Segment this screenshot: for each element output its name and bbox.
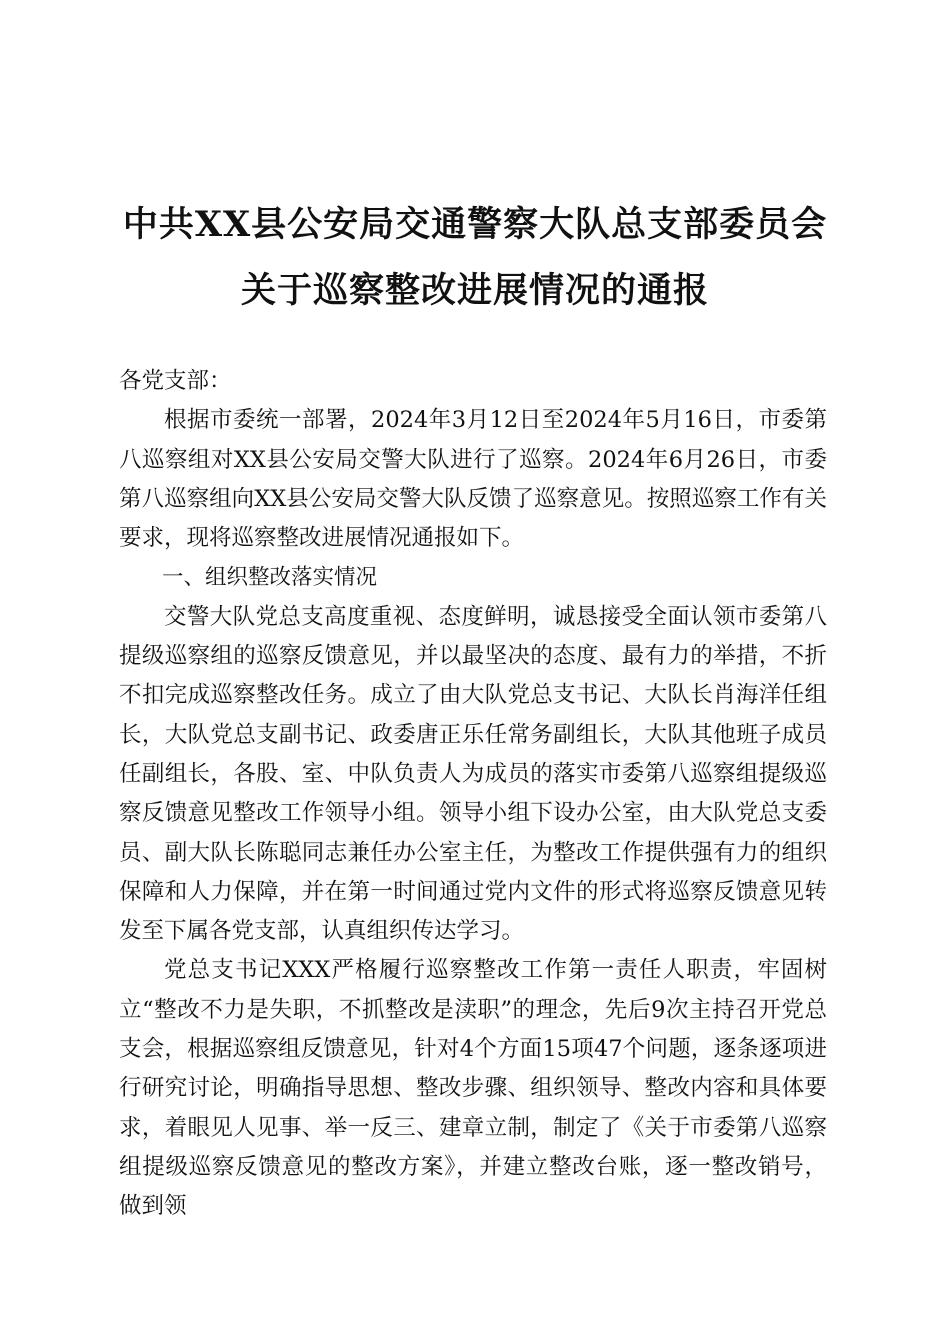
section-heading-1: 一、组织整改落实情况 (162, 565, 378, 591)
paragraph-2: 交警大队党总支高度重视、态度鲜明，诚恳接受全面认领市委第八提级巡察组的巡察反馈意见，并以最坚决的态度、最有力的举措，不折不扣完成巡察整改任务。成立了由大队党总支书记、大队长肖海洋任组长，大队党总支副书记、政委唐正乐任常务副组长，大队其他班子成员任副组长，各股、室、中队负责人为成员的落实市委第八巡察组提级巡察反馈意见整改工作领导小组。领导小组下设办公室，由大队党总支委员、副大队长陈聪同志兼任办公室主任，为整改工作提供强有力的组织保障和人力保障，并在第一时间通过党内文件的形式将巡察反馈意见转发至下属各党支部，认真组织传达学习。 (119, 603, 827, 945)
document-body (119, 362, 827, 1227)
document-title-line-2: 关于巡察整改进展情况的通报 (240, 270, 709, 311)
salutation: 各党支部： (119, 368, 232, 394)
paragraph-1: 根据市委统一部署，2024年3月12日至2024年5月16日，市委第八巡察组对XX县公安局交警大队进行了巡察。2024年6月26日，市委第八巡察组向XX县公安局交警大队反馈了巡察意见。按照巡察工作有关要求，现将巡察整改进展情况通报如下。 (119, 407, 827, 552)
paragraph-3: 党总支书记XXX严格履行巡察整改工作第一责任人职责，牢固树立“整改不力是失职，不抓整改是渎职”的理念，先后9次主持召开党总支会，根据巡察组反馈意见，针对4个方面15项47个问题，逐条逐项进行研究讨论，明确指导思想、整改步骤、组织领导、整改内容和具体要求，着眼见人见事、举一反三、建章立制，制定了《关于市委第八巡察组提级巡察反馈意见的整改方案》，并建立整改台账，逐一整改销号，做到领 (119, 957, 827, 1220)
document-title-line-1: 中共XX县公安局交通警察大队总支部委员会 (122, 204, 828, 245)
